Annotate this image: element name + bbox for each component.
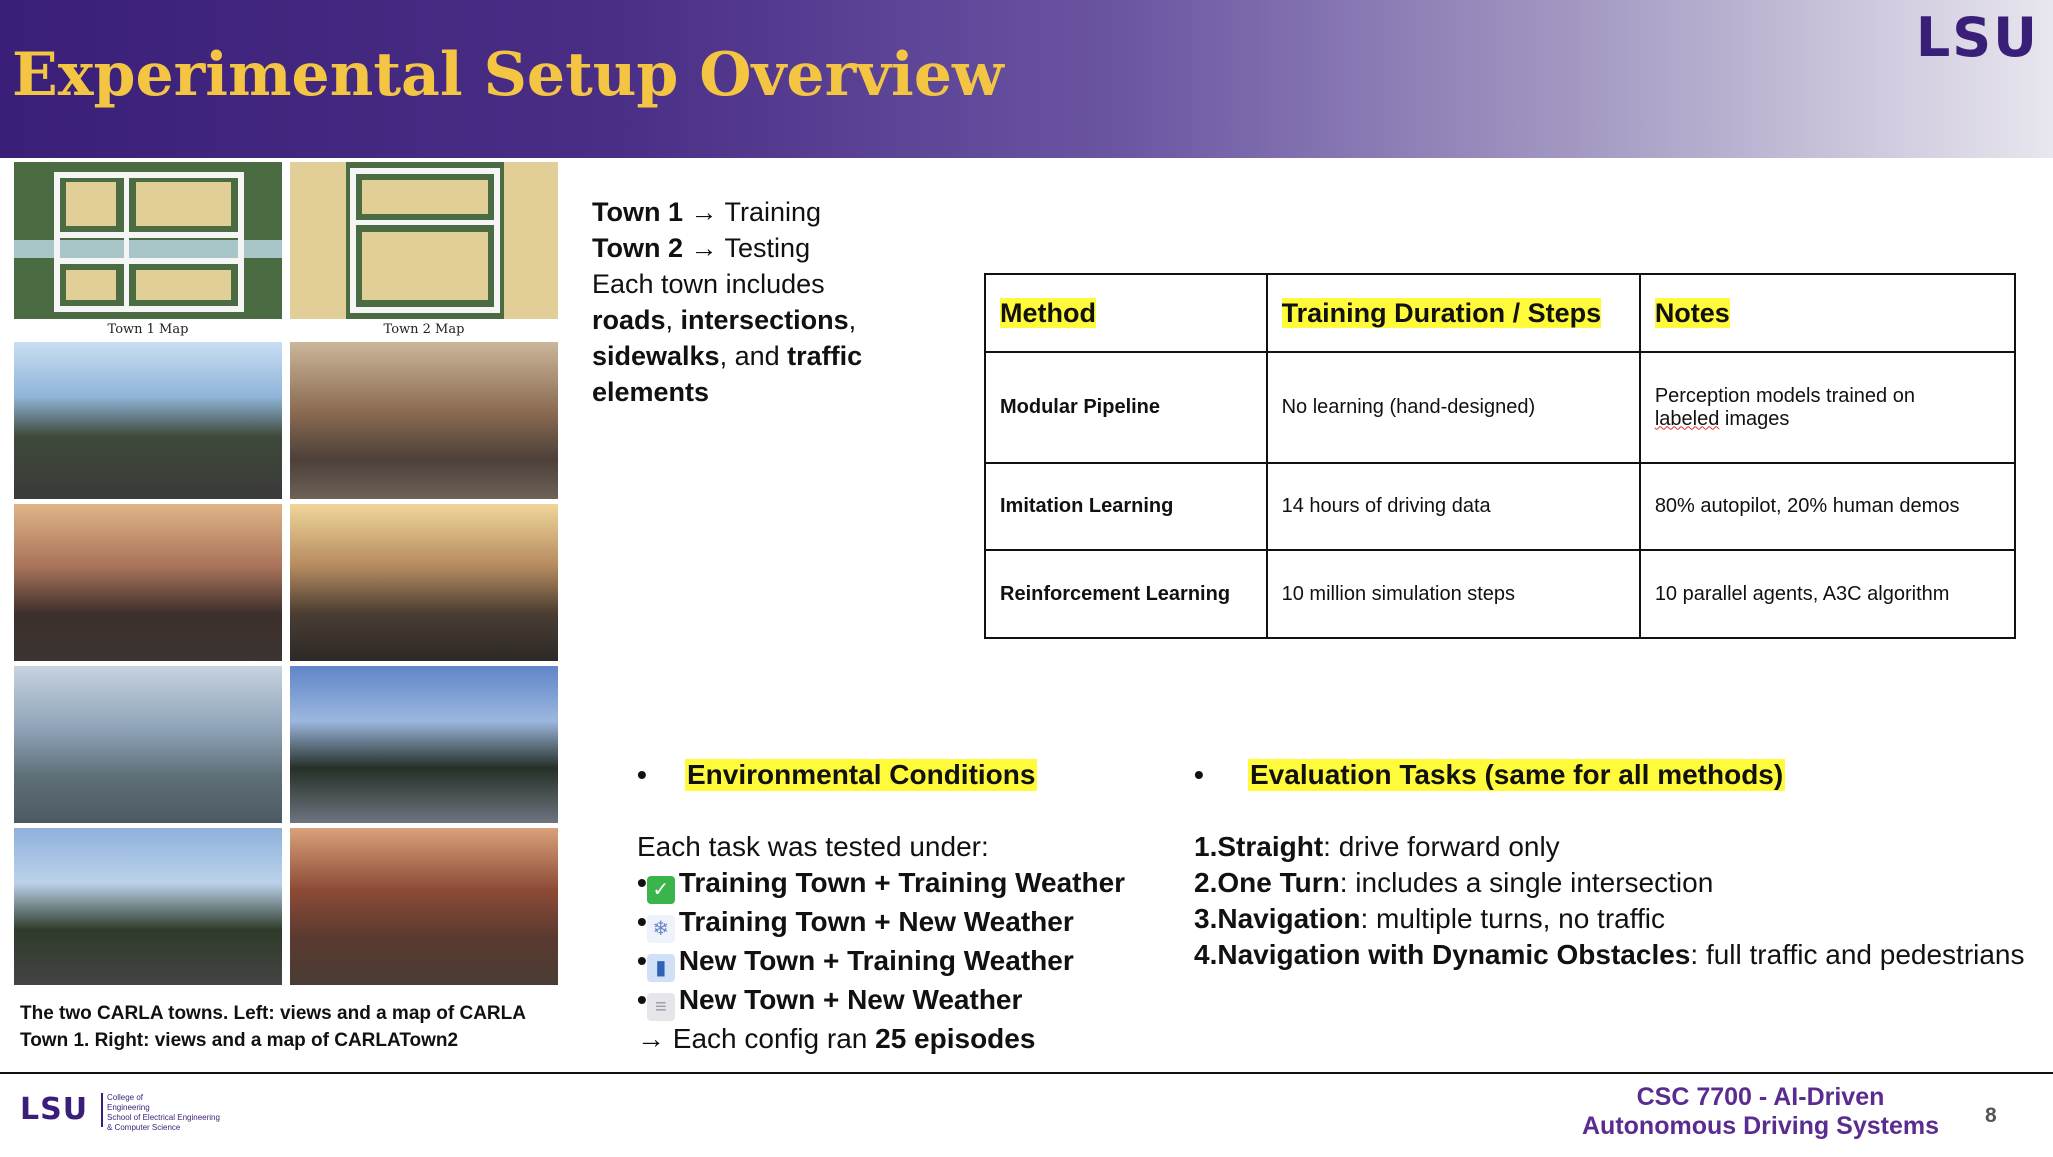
condition-item: • ❄ Training Town + New Weather — [637, 904, 1157, 943]
evaluation-tasks-section — [1194, 759, 2053, 973]
town2-view-1 — [290, 342, 558, 499]
methods-table — [984, 273, 2016, 639]
method-cell: Reinforcement Learning — [985, 550, 1267, 638]
check-mark-icon: ✓ — [647, 876, 675, 904]
and-text: , and — [719, 341, 780, 371]
arrow-2: → — [690, 233, 718, 263]
page-number: 8 — [1985, 1104, 1997, 1127]
task-item: 3.Navigation: multiple turns, no traffic — [1194, 903, 1665, 934]
task-item: 4.Navigation with Dynamic Obstacles: full traffic and pedestrians — [1194, 939, 2025, 970]
traffic-text: traffic — [787, 341, 863, 371]
arrow-1: → — [690, 197, 718, 227]
env-intro: Each task was tested under: — [637, 831, 989, 862]
table-row — [985, 352, 2015, 463]
notes-cell: Perception models trained on labeled images — [1640, 352, 2015, 463]
eval-heading: Evaluation Tasks (same for all methods) — [1250, 759, 1784, 790]
env-heading-row — [637, 759, 1157, 799]
snow-cloud-icon: ❄ — [647, 915, 675, 943]
cityscape-icon: ▮ — [647, 954, 675, 982]
town1-label: Town 1 — [592, 197, 683, 227]
town2-view-2 — [290, 504, 558, 661]
town2-line — [592, 230, 862, 266]
method-cell: Imitation Learning — [985, 463, 1267, 550]
fog-icon: ≡ — [647, 993, 675, 1021]
task-item: 1.Straight: drive forward only — [1194, 831, 1560, 862]
features-line-2 — [592, 338, 862, 374]
episodes-count: 25 episodes — [875, 1023, 1036, 1054]
town1-view-4 — [14, 828, 282, 985]
town1-view-2 — [14, 504, 282, 661]
episodes-line: → Each config ran 25 episodes — [637, 1023, 1036, 1054]
title-banner — [0, 0, 2053, 158]
town2-label: Town 2 — [592, 233, 683, 263]
eval-heading-row — [1194, 759, 2053, 799]
town1-use: Training — [724, 197, 822, 227]
town2-use: Testing — [724, 233, 811, 263]
includes-line: Each town includes — [592, 269, 825, 299]
slide-title: Experimental Setup Overview — [12, 40, 1004, 110]
duration-cell: 14 hours of driving data — [1267, 463, 1640, 550]
duration-cell: No learning (hand-designed) — [1267, 352, 1640, 463]
lsu-logo: LSU — [1915, 6, 2039, 69]
footer-divider — [0, 1072, 2053, 1074]
elements-text: elements — [592, 377, 710, 407]
spellcheck-word: labeled — [1654, 407, 1720, 430]
course-title: CSC 7700 - AI-Driven Autonomous Driving Systems — [1582, 1083, 1939, 1140]
town1-map — [14, 162, 282, 319]
env-body — [637, 829, 1157, 1057]
table-row — [985, 550, 2015, 638]
town2-view-4 — [290, 828, 558, 985]
town2-map-label: Town 2 Map — [383, 322, 465, 337]
task-item: 2.One Turn: includes a single intersection — [1194, 867, 1714, 898]
footer-school-name: College of Engineering School of Electrical Engineering & Computer Science — [107, 1093, 220, 1132]
condition-item: • ✓ Training Town + Training Weather — [637, 865, 1157, 904]
notes-cell: 80% autopilot, 20% human demos — [1640, 463, 2015, 550]
town2-map — [290, 162, 558, 319]
footer-lsu-logo: LSU — [20, 1092, 89, 1127]
condition-item: • ≡ New Town + New Weather — [637, 982, 1157, 1021]
condition-item: • ▮ New Town + Training Weather — [637, 943, 1157, 982]
figure-caption: The two CARLA towns. Left: views and a map of CARLA Town 1. Right: views and a map of CARLATown2 — [20, 1003, 526, 1051]
header-notes: Notes — [1640, 274, 2015, 352]
roads-text: roads — [592, 305, 666, 335]
sidewalks-text: sidewalks — [592, 341, 720, 371]
method-cell: Modular Pipeline — [985, 352, 1267, 463]
town1-line — [592, 194, 862, 230]
features-line-1: roads, intersections, — [592, 305, 857, 335]
town1-view-1 — [14, 342, 282, 499]
notes-cell: 10 parallel agents, A3C algorithm — [1640, 550, 2015, 638]
duration-cell: 10 million simulation steps — [1267, 550, 1640, 638]
header-method: Method — [985, 274, 1267, 352]
environmental-conditions-section — [637, 759, 1157, 1057]
town1-map-label: Town 1 Map — [107, 322, 189, 337]
eval-body — [1194, 829, 2053, 973]
bullet: • — [637, 759, 647, 790]
town-description — [592, 194, 862, 410]
env-heading: Environmental Conditions — [687, 759, 1036, 790]
town1-view-3 — [14, 666, 282, 823]
intersections-text: intersections — [680, 305, 849, 335]
table-header-row — [985, 274, 2015, 352]
town2-view-3 — [290, 666, 558, 823]
table-row — [985, 463, 2015, 550]
bullet: • — [1194, 759, 1204, 790]
features-line-3 — [592, 374, 862, 410]
header-duration: Training Duration / Steps — [1267, 274, 1640, 352]
footer-logo-separator — [101, 1093, 103, 1127]
